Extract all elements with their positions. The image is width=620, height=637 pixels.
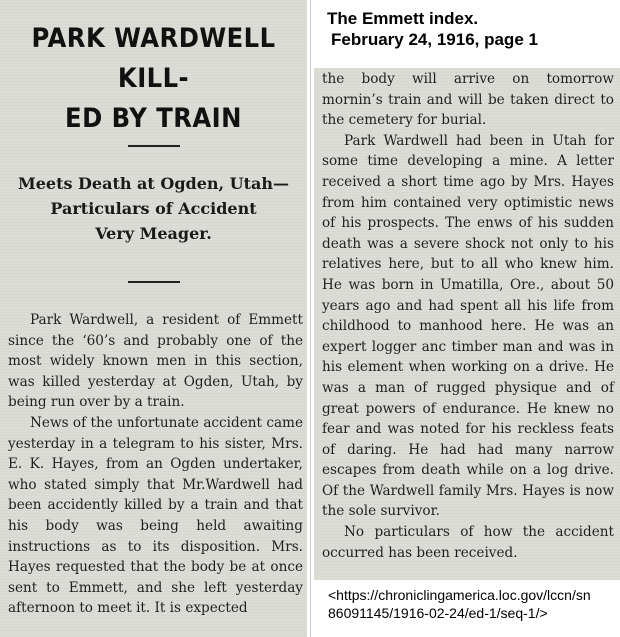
deck-line-3: Very Meager. [95,224,212,243]
deck-line-2: Particulars of Accident [50,199,257,218]
paragraph: Park Wardwell, a resident of Emmett since the ‘60’s and probably one of the most widely known men in this section, was killed yesterday at Ogden, Utah, by being run over by a train. [8,312,303,411]
newspaper-clipping-right-column [314,68,620,580]
headline-line-2: ED BY TRAIN [65,103,242,134]
paragraph: Park Wardwell had been in Utah for some time developing a mine. A letter received a short time ago by Mrs. Hayes from him contained very optimistic news of his prospects. The enws of his sudden death was a severe shock not only to his relatives here, but to all who knew him. He was born in Umatilla, Ore., about 50 years ago and had spent all his life from childhood to manhood here. He was an expert logger anc timber man and was in his element when working on a drive. He was a man of rugged physique and of great powers of endurance. He knew no fear and was noted for his reckless feats of daring. He had had many narrow escapes from death while on a log drive. Of the Wardwell family Mrs. Hayes is now the sole survivor. [322,132,614,520]
headline-rule [128,145,180,147]
headline [15,19,291,139]
paragraph: No particulars of how the accident occurred has been received. [322,524,614,561]
right-column-body [322,69,614,563]
newspaper-clipping-left-column [0,0,307,637]
left-column-body [8,310,303,619]
paragraph: the body will arrive on tomorrow mornin’s train and will be taken direct to the cemetery for burial. [322,71,614,129]
deck-line-1: Meets Death at Ogden, Utah— [18,174,289,193]
deck-rule [128,281,180,283]
paragraph: News of the unfortunate accident came yesterday in a telegram to his sister, Mrs. E. K. Hayes, from an Ogden undertaker, who stated simply that Mr.Wardwell had been accidently killed by a train and that his body was being held awaiting instructions as to its disposition. Mrs. Hayes requested that the body be at once sent to Emmett, and she left yesterday afternoon to meet it. It is expected [8,414,303,617]
headline-line-1: PARK WARDWELL KILL- [31,23,276,94]
source-url-line-1: <https://chroniclingamerica.loc.gov/lccn/sn [328,587,591,603]
source-url[interactable] [328,586,616,622]
source-title: The Emmett index. [327,9,479,28]
source-date: February 24, 1916, page 1 [331,30,538,49]
column-divider [310,0,311,637]
deck [0,171,307,246]
source-url-line-2: 86091145/1916-02-24/ed-1/seq-1/> [328,605,548,621]
